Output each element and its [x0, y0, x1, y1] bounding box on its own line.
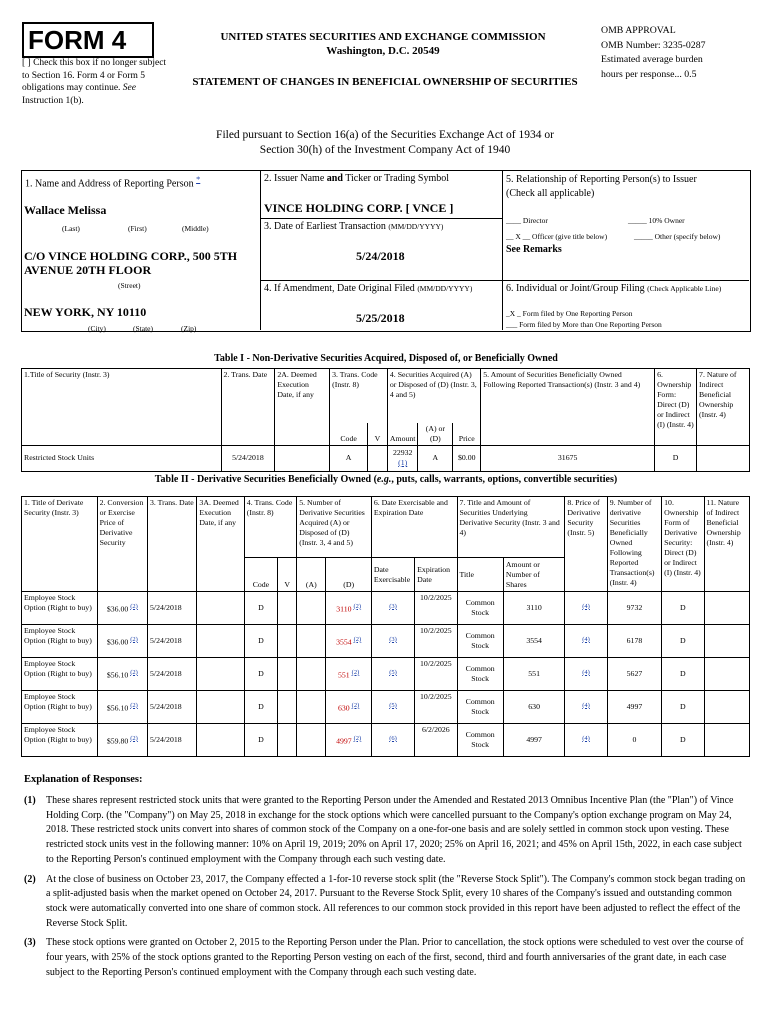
t2-disposed-value: 630 — [338, 703, 350, 713]
t2-trans-code: D — [244, 625, 277, 658]
officer-title: See Remarks — [506, 244, 562, 255]
t1-h-sub-price: Price — [453, 423, 481, 446]
t2-disposed — [326, 625, 371, 658]
t2-conversion-price — [97, 724, 147, 757]
box6-label-text: 6. Individual or Joint/Group Filing — [506, 283, 645, 294]
table1-title: Table I - Non-Derivative Securities Acquired, Disposed of, or Beneficially Owned — [214, 353, 558, 364]
t1-trans-date: 5/24/2018 — [221, 445, 275, 471]
t2-h-price: 8. Price of Derivative Security (Instr. 5) — [565, 497, 607, 592]
t2-exercisable — [371, 592, 414, 625]
t2-trans-code: D — [244, 592, 277, 625]
t2-expiration: 10/2/2025 — [415, 592, 457, 625]
table2-title — [21, 474, 751, 485]
t2-security-title: Employee Stock Option (Right to buy) — [22, 592, 98, 625]
t2-nature — [704, 691, 750, 724]
box6-label — [506, 283, 721, 294]
t2-h-sub-v: V — [278, 558, 297, 592]
t1-h-form: 6. Ownership Form: Direct (D) or Indirect (I) (Instr. 4) — [655, 369, 697, 446]
t2-h-deemed: 3A. Deemed Execution Date, if any — [197, 497, 244, 592]
t2-price-derivative — [565, 592, 607, 625]
t2-h-owned: 9. Number of derivative Securities Beneficially Owned Following Reported Transaction(s) (Instr. 4) — [607, 497, 661, 592]
t2-v — [278, 658, 297, 691]
table2 — [21, 496, 750, 757]
footnote-2-link[interactable]: (2) — [130, 602, 138, 610]
footnote-2-link[interactable]: (2) — [351, 701, 360, 709]
t2-underlying-title: Common Stock — [457, 592, 503, 625]
t2-h-code: 4. Trans. Code (Instr. 8) — [244, 497, 296, 558]
city-label: (City) — [88, 324, 106, 333]
box3-label-text: 3. Date of Earliest Transaction — [264, 221, 386, 232]
t2-disposed — [326, 724, 371, 757]
footnote-4-link[interactable]: (4) — [582, 635, 590, 643]
t2-security-title: Employee Stock Option (Right to buy) — [22, 625, 98, 658]
t2-security-title: Employee Stock Option (Right to buy) — [22, 691, 98, 724]
t1-h-owned: 5. Amount of Securities Beneficially Owned Following Reported Transaction(s) (Instr. 3 and 4) — [481, 369, 655, 446]
box5-label-1: 5. Relationship of Reporting Person(s) to Issuer — [506, 174, 697, 185]
footnote-4-link[interactable]: (4) — [582, 668, 590, 676]
box1-star-link[interactable]: * — [196, 175, 201, 184]
t2-underlying-amount: 630 — [503, 691, 565, 724]
t2-h-exercisable: 6. Date Exercisable and Expiration Date — [371, 497, 457, 558]
t2-h-sub-amount: Amount or Number of Shares — [503, 558, 565, 592]
t2-nature — [704, 658, 750, 691]
footnote-2-link[interactable]: (2) — [353, 602, 362, 610]
t2-security-title: Employee Stock Option (Right to buy) — [22, 658, 98, 691]
table-row — [22, 445, 750, 471]
table2-header-row — [22, 497, 750, 558]
first-label: (First) — [128, 224, 147, 233]
see-text: See — [122, 83, 136, 93]
table2-body — [22, 592, 750, 757]
t2-v — [278, 592, 297, 625]
box5-label — [506, 173, 746, 201]
footnote-item — [24, 873, 750, 932]
t2-price-value: $59.80 — [106, 736, 129, 746]
agency-location: Washington, D.C. 20549 — [326, 45, 440, 57]
t2-acquired — [297, 691, 326, 724]
box2-label-and: and — [326, 173, 343, 184]
t2-underlying-amount: 4997 — [503, 724, 565, 757]
t2-acquired — [297, 592, 326, 625]
t2-h-sub-a: (A) — [297, 558, 326, 592]
checkbox-note — [22, 57, 172, 107]
footnote-number: (2) — [24, 873, 36, 885]
city-state-zip: NEW YORK, NY 10110 — [24, 305, 147, 319]
t1-h-sub-amount: Amount — [387, 423, 418, 446]
t2-exercisable — [371, 724, 414, 757]
footnote-link[interactable]: (5) — [389, 701, 397, 709]
omb-burden-2: hours per response... 0.5 — [601, 68, 697, 80]
footnote-2-link[interactable]: (2) — [353, 734, 362, 742]
filed-by-one-checkbox: _X _ Form filed by One Reporting Person — [506, 309, 633, 318]
t2-price-derivative — [565, 625, 607, 658]
footnote-text: These shares represent restricted stock units that were granted to the Reporting Person under the Amended and Restated 2013 Omnibus Incentive Plan (the "Plan") of Vince Holding Corp. (the "Company") on May 25, 2018 in exchange for the stock options which were cancelled pursuant to the Company's option exchange program on May 24, 2018. These restricted stock units convert into shares of common stock of the Company on a one-for-one basis and are solely settled in common stock upon vesting. These restricted stock units vest in the following manner: 10% on April 19, 2019; 20% on April 17, 2020; 25% on April 16, 2021; and 45% on April 15th, 2022, in each case subject to the Reporting Person's continued employment with the Company through each such vesting date. — [46, 795, 742, 865]
t1-trans-code: A — [330, 445, 368, 471]
t1-amount-value: 22932 — [392, 448, 413, 457]
footnote-link[interactable]: (6) — [389, 734, 397, 742]
street-label: (Street) — [118, 281, 141, 290]
t2-v — [278, 724, 297, 757]
t1-ad: A — [418, 445, 453, 471]
t2-price-derivative — [565, 658, 607, 691]
director-checkbox: ____ Director — [506, 216, 548, 225]
t2-price-value: $36.00 — [106, 604, 129, 614]
footnote-link[interactable]: (3) — [389, 602, 397, 610]
footnote-link[interactable]: (3) — [389, 635, 397, 643]
issuer-name: VINCE HOLDING CORP. [ VNCE ] — [264, 201, 454, 215]
divider — [261, 218, 503, 219]
form-title-box — [22, 22, 154, 58]
t2-trans-date: 5/24/2018 — [148, 724, 197, 757]
table2-title-a: Table II - Derivative Securities Beneficially Owned ( — [154, 474, 377, 485]
t2-trans-code: D — [244, 724, 277, 757]
t2-deemed-date — [197, 691, 244, 724]
footnote-item — [24, 794, 750, 868]
t2-acquired — [297, 625, 326, 658]
t1-h-date: 2. Trans. Date — [221, 369, 275, 446]
t2-nature — [704, 724, 750, 757]
t2-h-form: 10. Ownership Form of Derivative Security: Direct (D) or Indirect (I) (Instr. 4) — [662, 497, 704, 592]
t1-h-nature: 7. Nature of Indirect Beneficial Ownership (Instr. 4) — [697, 369, 750, 446]
t1-h-deemed: 2A. Deemed Execution Date, if any — [275, 369, 330, 446]
filed-pursuant — [150, 128, 620, 158]
t2-expiration: 10/2/2025 — [415, 691, 457, 724]
t2-exercisable — [371, 658, 414, 691]
box2-label-a: 2. Issuer Name — [264, 173, 325, 184]
t2-underlying-amount: 3554 — [503, 625, 565, 658]
footnote-2-link[interactable]: (2) — [353, 635, 362, 643]
t2-acquired — [297, 658, 326, 691]
table-row — [22, 691, 750, 724]
t2-trans-code: D — [244, 658, 277, 691]
explanation-notes — [24, 794, 750, 985]
t2-underlying-title: Common Stock — [457, 625, 503, 658]
table2-title-b: , puts, calls, warrants, options, convertible securities) — [391, 474, 618, 485]
box1-label-text: 1. Name and Address of Reporting Person — [25, 178, 194, 190]
t1-v — [368, 445, 388, 471]
table2-title-eg: e.g. — [376, 474, 392, 485]
t1-h-sub-ad: (A) or (D) — [418, 423, 453, 446]
t2-conversion-price — [97, 625, 147, 658]
street-address: C/O VINCE HOLDING CORP., 500 5TH AVENUE 20TH FLOOR — [24, 249, 238, 277]
footnote-text: At the close of business on October 23, 2017, the Company effected a 1-for-10 reverse stock split (the "Reverse Stock Split"). The Company's common stock began trading on a split-adjusted basis when the market opened on October 24, 2017. Pursuant to the Reverse Stock Split, every 10 shares of the Company's issued and outstanding common stock were automatically converted into one share of common stock. All references to our common stock provided in this report have been adjusted to reflect the effect of the Reverse Stock Split. — [46, 873, 746, 929]
t2-h-sub-exercisable: Date Exercisable — [371, 558, 414, 592]
middle-label: (Middle) — [182, 224, 209, 233]
t2-owned: 0 — [607, 724, 661, 757]
t2-expiration: 6/2/2026 — [415, 724, 457, 757]
box4-label — [264, 283, 472, 294]
table-row — [22, 592, 750, 625]
t2-conversion-price — [97, 592, 147, 625]
footnote-4-link[interactable]: (4) — [582, 602, 590, 610]
state-label: (State) — [133, 324, 153, 333]
box6-format: (Check Applicable Line) — [647, 284, 722, 293]
t2-expiration: 10/2/2025 — [415, 625, 457, 658]
filed-line-1: Filed pursuant to Section 16(a) of the Securities Exchange Act of 1934 or — [216, 129, 554, 141]
box4-format: (MM/DD/YYYY) — [417, 284, 473, 293]
t2-trans-code: D — [244, 691, 277, 724]
t2-disposed-value: 3110 — [336, 604, 352, 614]
last-label: (Last) — [62, 224, 80, 233]
box4-label-text: 4. If Amendment, Date Original Filed — [264, 283, 415, 294]
t2-deemed-date — [197, 592, 244, 625]
t2-price-value: $56.10 — [106, 670, 129, 680]
t1-h-acquired: 4. Securities Acquired (A) or Disposed of (D) (Instr. 3, 4 and 5) — [387, 369, 480, 423]
t1-amount — [387, 445, 418, 471]
footnote-4-link[interactable]: (4) — [582, 701, 590, 709]
t2-trans-date: 5/24/2018 — [148, 625, 197, 658]
t1-h-sub-code: Code — [330, 423, 368, 446]
table-row — [22, 658, 750, 691]
officer-checkbox: __ X __ Officer (give title below) — [506, 232, 608, 241]
t1-security-title: Restricted Stock Units — [22, 445, 222, 471]
t2-disposed — [326, 658, 371, 691]
t2-acquired — [297, 724, 326, 757]
table-row — [22, 724, 750, 757]
footnote-2-link[interactable]: (2) — [130, 701, 138, 709]
t2-h-sub-d: (D) — [326, 558, 371, 592]
t2-conversion-price — [97, 658, 147, 691]
box1-label — [25, 175, 200, 189]
t2-underlying-amount: 3110 — [503, 592, 565, 625]
t2-underlying-title: Common Stock — [457, 724, 503, 757]
t1-h-code: 3. Trans. Code (Instr. 8) — [330, 369, 388, 423]
t2-disposed — [326, 592, 371, 625]
divider — [260, 170, 261, 330]
t2-underlying-title: Common Stock — [457, 691, 503, 724]
t2-form: D — [662, 625, 704, 658]
table1-header-row — [22, 369, 750, 423]
t1-deemed-date — [275, 445, 330, 471]
agency-header — [178, 30, 588, 58]
statement-title: STATEMENT OF CHANGES IN BENEFICIAL OWNERSHIP OF SECURITIES — [192, 76, 578, 88]
reporting-person-name: Wallace Melissa — [24, 203, 107, 217]
t2-disposed-value: 4997 — [336, 736, 352, 746]
t2-owned: 5627 — [607, 658, 661, 691]
t1-h-sub-v: V — [368, 423, 388, 446]
t2-owned: 9732 — [607, 592, 661, 625]
filed-by-more-checkbox: ___ Form filed by More than One Reporting Person — [506, 320, 662, 329]
t1-owned: 31675 — [481, 445, 655, 471]
zip-label: (Zip) — [181, 324, 197, 333]
t2-exercisable — [371, 625, 414, 658]
t2-form: D — [662, 724, 704, 757]
t2-h-sub-expiration: Expiration Date — [415, 558, 457, 592]
t2-trans-date: 5/24/2018 — [148, 658, 197, 691]
omb-burden-1: Estimated average burden — [601, 54, 703, 65]
t2-trans-date: 5/24/2018 — [148, 592, 197, 625]
divider — [502, 170, 503, 330]
t2-nature — [704, 625, 750, 658]
t2-trans-date: 5/24/2018 — [148, 691, 197, 724]
t2-price-derivative — [565, 724, 607, 757]
t2-v — [278, 691, 297, 724]
t2-h-sub-title: Title — [457, 558, 503, 592]
footnote-2-link[interactable]: (2) — [130, 734, 138, 742]
t2-h-date: 3. Trans. Date — [148, 497, 197, 592]
box2-label — [264, 173, 449, 184]
t2-conversion-price — [97, 691, 147, 724]
original-filed-date: 5/25/2018 — [356, 311, 405, 325]
box5-label-2: (Check all applicable) — [506, 188, 595, 199]
footnote-2-link[interactable]: (2) — [351, 668, 360, 676]
footnote-number: (1) — [24, 795, 36, 806]
omb-approval: OMB APPROVAL — [601, 25, 676, 36]
t2-deemed-date — [197, 724, 244, 757]
filed-line-2: Section 30(h) of the Investment Company Act of 1940 — [259, 144, 511, 156]
t2-price-value: $56.10 — [106, 703, 129, 713]
t2-h-underlying: 7. Title and Amount of Securities Underlying Derivative Security (Instr. 3 and 4) — [457, 497, 565, 558]
t2-h-conversion: 2. Conversion or Exercise Price of Derivative Security — [97, 497, 147, 592]
t2-price-value: $36.00 — [106, 637, 129, 647]
checkbox-note-text: [ ] Check this box if no longer subject to Section 16. Form 4 or Form 5 obligations may continue. — [22, 58, 167, 93]
t2-form: D — [662, 691, 704, 724]
t2-form: D — [662, 592, 704, 625]
agency-name: UNITED STATES SECURITIES AND EXCHANGE COMMISSION — [220, 31, 546, 43]
footnote-item — [24, 936, 750, 980]
t1-nature — [697, 445, 750, 471]
t2-nature — [704, 592, 750, 625]
omb-box — [601, 24, 761, 82]
instruction-ref: Instruction 1(b). — [22, 95, 84, 106]
ten-pct-owner-checkbox: _____ 10% Owner — [628, 216, 685, 225]
t2-disposed-value: 3554 — [336, 637, 352, 647]
t2-disposed — [326, 691, 371, 724]
t1-price: $0.00 — [453, 445, 481, 471]
t2-owned: 4997 — [607, 691, 661, 724]
box3-label — [264, 221, 443, 232]
footnote-2-link[interactable]: (2) — [130, 668, 138, 676]
footnote-1-link[interactable]: (1) — [398, 458, 408, 467]
table-row — [22, 625, 750, 658]
box2-label-b: Ticker or Trading Symbol — [345, 173, 450, 184]
explanation-heading: Explanation of Responses: — [24, 774, 143, 785]
t2-owned: 6178 — [607, 625, 661, 658]
t2-disposed-value: 551 — [338, 670, 350, 680]
t2-exercisable — [371, 691, 414, 724]
omb-number: OMB Number: 3235-0287 — [601, 39, 706, 51]
footnote-2-link[interactable]: (2) — [130, 635, 138, 643]
table1 — [21, 368, 750, 472]
t2-v — [278, 625, 297, 658]
t2-price-derivative — [565, 691, 607, 724]
t2-security-title: Employee Stock Option (Right to buy) — [22, 724, 98, 757]
t2-underlying-amount: 551 — [503, 658, 565, 691]
t1-h-title: 1.Title of Security (Instr. 3) — [22, 369, 222, 446]
form-title: FORM 4 — [28, 25, 127, 55]
footnote-link[interactable]: (5) — [389, 668, 397, 676]
t2-h-sub-code: Code — [244, 558, 277, 592]
t2-h-number: 5. Number of Derivative Securities Acquired (A) or Disposed of (D) (Instr. 3, 4 and 5) — [297, 497, 372, 558]
footnote-4-link[interactable]: (4) — [582, 734, 590, 742]
t2-deemed-date — [197, 658, 244, 691]
footnote-number: (3) — [24, 937, 36, 949]
t1-form: D — [655, 445, 697, 471]
footnote-text: These stock options were granted on October 2, 2015 to the Reporting Person under the Plan. Prior to cancellation, the stock options were scheduled to vest over the course of four years, with 25% of the stock options granted to the Reporting Person vesting on each of the first, second, third and fourth anniversaries of the grant date, in each case subject to the Reporting Person's continued employment with the Company through each such vesting date. — [46, 937, 744, 978]
t2-expiration: 10/2/2025 — [415, 658, 457, 691]
t2-underlying-title: Common Stock — [457, 658, 503, 691]
t2-deemed-date — [197, 625, 244, 658]
t2-h-title: 1. Title of Derivate Security (Instr. 3) — [22, 497, 98, 592]
earliest-transaction-date: 5/24/2018 — [356, 249, 405, 263]
divider — [261, 280, 749, 281]
t2-form: D — [662, 658, 704, 691]
other-checkbox: _____ Other (specify below) — [634, 232, 721, 241]
box3-format: (MM/DD/YYYY) — [388, 222, 444, 231]
t2-h-nature: 11. Nature of Indirect Beneficial Ownership (Instr. 4) — [704, 497, 750, 592]
